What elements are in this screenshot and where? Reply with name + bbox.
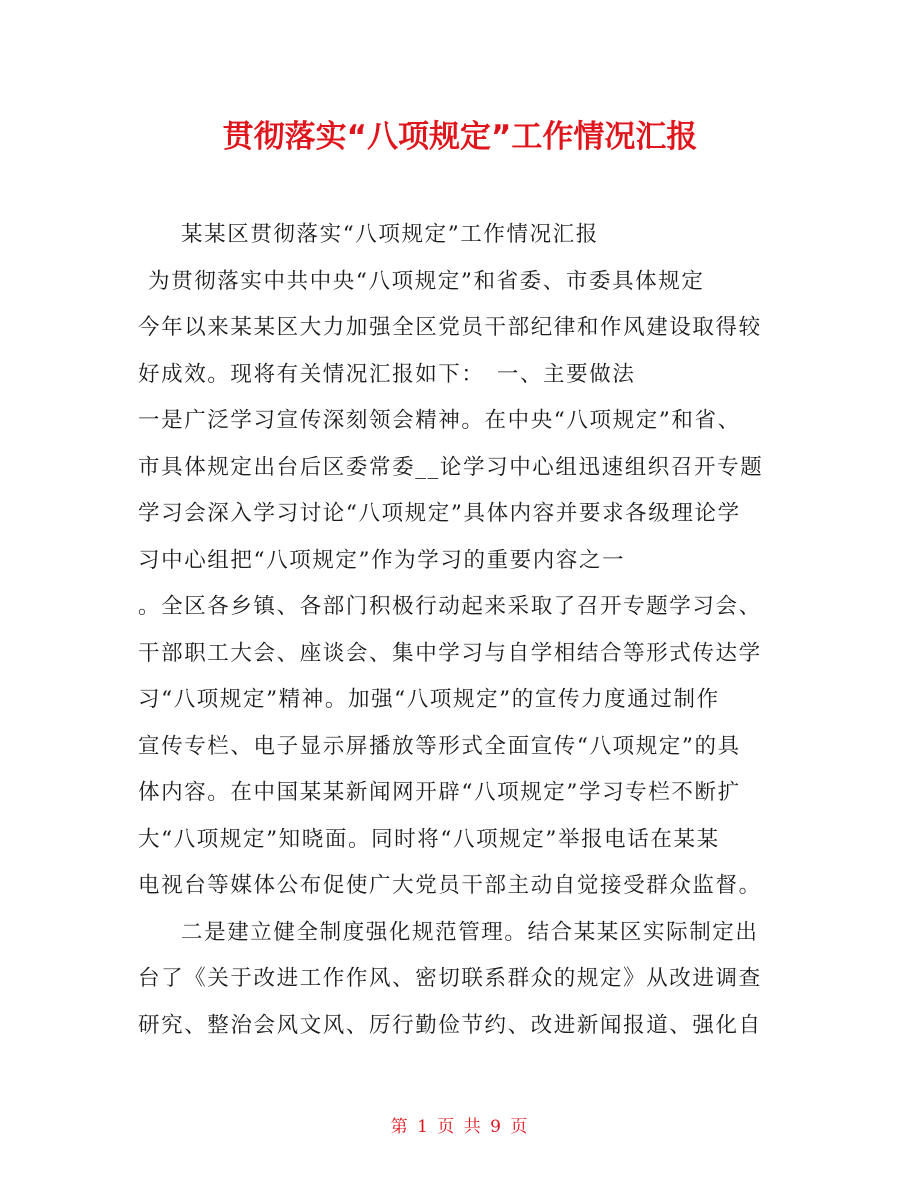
body-line: 为贯彻落实中共中央“八项规定”和省委、市委具体规定 <box>148 268 705 294</box>
body-line: 体内容。在中国某某新闻网开辟“八项规定”学习专栏不断扩 <box>138 780 741 805</box>
document-body <box>138 212 788 1049</box>
body-line: 一是广泛学习宣传深刻领会精神。在中央“八项规定”和省、 <box>138 408 741 433</box>
body-line: 习“八项规定”精神。加强“八项规定”的宣传力度通过制作 <box>138 687 720 712</box>
body-line: 。全区各乡镇、各部门积极行动起来采取了召开专题学习会、 <box>138 594 762 619</box>
body-line: 某某区贯彻落实“八项规定”工作情况汇报 <box>181 222 599 247</box>
body-line: 大“八项规定”知晓面。同时将“八项规定”举报电话在某某 <box>138 826 720 852</box>
body-line: 台了《关于改进工作作风、密切联系群众的规定》从改进调查 <box>138 966 762 991</box>
document-title: 贯彻落实“八项规定”工作情况汇报 <box>222 119 698 155</box>
body-line: 干部职工大会、座谈会、集中学习与自学相结合等形式传达学 <box>138 640 762 666</box>
body-line: 二是建立健全制度强化规范管理。结合某某区实际制定出 <box>181 919 759 945</box>
body-line: 电视台等媒体公布促使广大党员干部主动自觉接受群众监督。 <box>138 873 762 898</box>
body-line: 学习会深入学习讨论“八项规定”具体内容并要求各级理论学 <box>138 501 741 526</box>
body-line: 今年以来某某区大力加强全区党员干部纪律和作风建设取得较 <box>138 315 762 340</box>
page-number-footer: 第 1 页 共 9 页 <box>390 1117 530 1137</box>
body-line: 研究、整治会风文风、厉行勤俭节约、改进新闻报道、强化自 <box>138 1012 762 1038</box>
body-line: 习中心组把“八项规定”作为学习的重要内容之一 <box>138 547 626 573</box>
body-line: 宣传专栏、电子显示屏播放等形式全面宣传“八项规定”的具 <box>138 733 741 759</box>
body-line: 好成效。现将有关情况汇报如下： 一、主要做法 <box>138 361 636 387</box>
body-line: 市具体规定出台后区委常委__论学习中心组迅速组织召开专题 <box>138 454 764 480</box>
